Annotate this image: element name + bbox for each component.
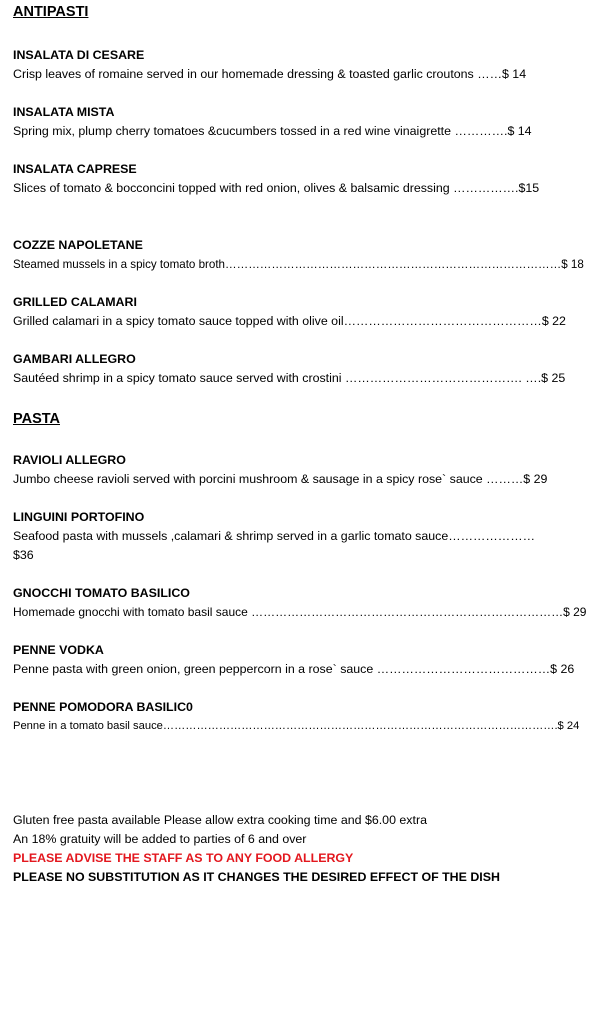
item-description: Steamed mussels in a spicy tomato broth……………………………………………………………………………$ 18 — [13, 258, 584, 271]
menu-item-grilled-calamari — [13, 293, 588, 331]
item-name: GRILLED CALAMARI — [13, 295, 137, 309]
item-name: INSALATA DI CESARE — [13, 48, 145, 62]
item-description: Sautéed shrimp in a spicy tomato sauce served with crostini ……………………………………. ….$ 25 — [13, 371, 566, 385]
item-name: COZZE NAPOLETANE — [13, 238, 143, 252]
item-name: PENNE VODKA — [13, 643, 104, 657]
item-name: GNOCCHI TOMATO BASILICO — [13, 586, 190, 600]
menu-notes — [13, 811, 588, 887]
menu-item-penne-vodka — [13, 641, 588, 679]
item-description: Penne pasta with green onion, green peppercorn in a rose` sauce ……………………………………$ 26 — [13, 662, 575, 676]
item-description: Seafood pasta with mussels ,calamari & shrimp served in a garlic tomato sauce………………… $36 — [13, 529, 535, 562]
item-name: LINGUINI PORTOFINO — [13, 510, 145, 524]
menu-item-gnocchi-tomato-basilico — [13, 584, 588, 622]
menu-item-insalata-di-cesare — [13, 46, 588, 84]
gluten-free-note: Gluten free pasta available Please allow extra cooking time and $6.00 extra — [13, 813, 427, 827]
no-substitution-note: PLEASE NO SUBSTITUTION AS IT CHANGES THE DESIRED EFFECT OF THE DISH — [13, 870, 500, 884]
item-description: Penne in a tomato basil sauce…………………………………………………………………………………………….$ 24 — [13, 720, 580, 732]
menu-item-insalata-mista — [13, 103, 588, 141]
section-title-antipasti: ANTIPASTI — [13, 4, 89, 20]
menu-item-penne-pomodora-basilico — [13, 698, 588, 736]
item-name: INSALATA CAPRESE — [13, 162, 137, 176]
item-name: PENNE POMODORA BASILIC0 — [13, 700, 193, 714]
menu-item-gambari-allegro — [13, 350, 588, 388]
item-description: Slices of tomato & bocconcini topped with red onion, olives & balsamic dressing …………….$15 — [13, 181, 540, 195]
menu-item-linguini-portofino — [13, 508, 588, 565]
item-description: Jumbo cheese ravioli served with porcini mushroom & sausage in a spicy rose` sauce ………$ 29 — [13, 472, 548, 486]
item-description: Grilled calamari in a spicy tomato sauce topped with olive oil…………………………………………$ 22 — [13, 314, 566, 328]
item-description: Homemade gnocchi with tomato basil sauce ……………………………………………………………………$ 29 — [13, 605, 587, 619]
item-description: Crisp leaves of romaine served in our homemade dressing & toasted garlic croutons ……$ 14 — [13, 67, 527, 81]
item-description: Spring mix, plump cherry tomatoes &cucumbers tossed in a red wine vinaigrette ………….$ 14 — [13, 124, 532, 138]
item-name: INSALATA MISTA — [13, 105, 115, 119]
gratuity-note: An 18% gratuity will be added to parties of 6 and over — [13, 832, 307, 846]
menu-item-ravioli-allegro — [13, 451, 588, 489]
section-title-pasta: PASTA — [13, 411, 60, 427]
menu-item-insalata-caprese — [13, 160, 588, 198]
item-name: RAVIOLI ALLEGRO — [13, 453, 126, 467]
allergy-warning: PLEASE ADVISE THE STAFF AS TO ANY FOOD ALLERGY — [13, 851, 354, 865]
item-name: GAMBARI ALLEGRO — [13, 352, 136, 366]
menu-item-cozze-napoletane — [13, 236, 588, 274]
